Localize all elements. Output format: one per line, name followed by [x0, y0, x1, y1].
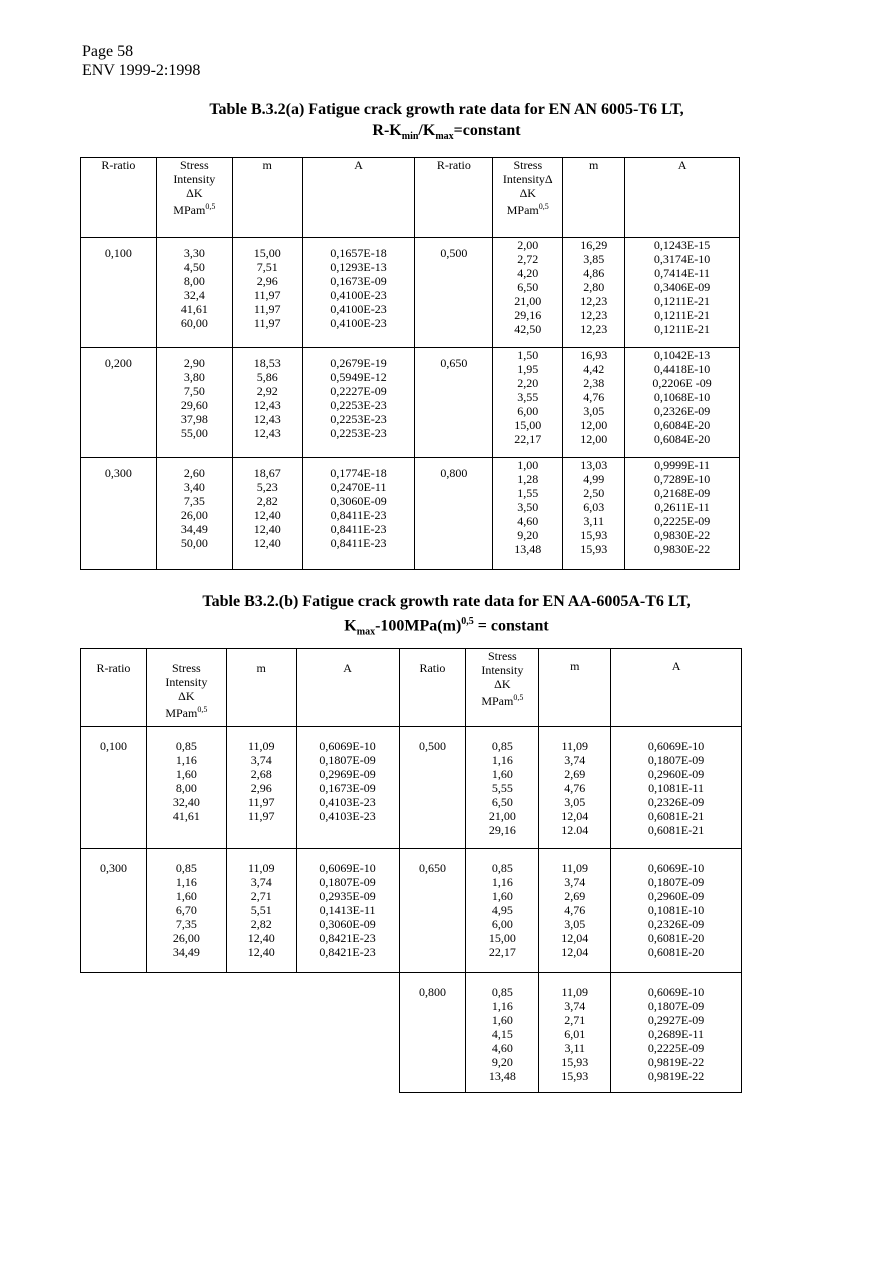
table-row [81, 348, 740, 458]
standard-id: ENV 1999-2:1998 [82, 62, 201, 79]
m-cell: 11,09 3,74 2,69 4,76 3,05 12,04 12,04 [539, 849, 611, 973]
a-cell: 0,6069E-10 0,1807E-09 0,2960E-09 0,1081E-10 0,2326E-09 0,6081E-20 0,6081E-20 [611, 849, 742, 973]
r-ratio-cell: 0,800 [415, 458, 493, 570]
r-ratio-cell: 0,200 [81, 348, 157, 458]
r-ratio-cell: 0,650 [415, 348, 493, 458]
m-cell: 18,53 5,86 2,92 12,43 12,43 12,43 [232, 348, 302, 458]
delta-k-cell: 2,00 2,72 4,20 6,50 21,00 29,16 42,50 [493, 238, 563, 348]
delta-k-cell: 2,60 3,40 7,35 26,00 34,49 50,00 [156, 458, 232, 570]
r-ratio-cell: 0,800 [399, 973, 466, 1093]
table-row [81, 849, 742, 973]
header-stress-intensity: Stress Intensity ΔK MPam$^{0,5}$ [146, 649, 226, 727]
m-cell: 15,00 7,51 2,96 11,97 11,97 11,97 [232, 238, 302, 348]
table-header-row [81, 158, 740, 238]
a-cell: 0,6069E-10 0,1807E-09 0,2927E-09 0,2689E-11 0,2225E-09 0,9819E-22 0,9819E-22 [611, 973, 742, 1093]
delta-k-cell: 0,85 1,16 1,60 4,95 6,00 15,00 22,17 [466, 849, 539, 973]
table-header-row [81, 649, 742, 727]
a-cell: 0,6069E-10 0,1807E-09 0,2960E-09 0,1081E-11 0,2326E-09 0,6081E-21 0,6081E-21 [611, 727, 742, 849]
table-b-title: Table B3.2.(b) Fatigue crack growth rate data for EN AA-6005A-T6 LT, [202, 593, 691, 610]
a-cell: 0,1243E-15 0,3174E-10 0,7414E-11 0,3406E-09 0,1211E-21 0,1211E-21 0,1211E-21 [625, 238, 740, 348]
table-row [81, 238, 740, 348]
delta-k-cell: 0,85 1,16 1,60 4,15 4,60 9,20 13,48 [466, 973, 539, 1093]
m-cell: 11,09 3,74 2,69 4,76 3,05 12,04 12.04 [539, 727, 611, 849]
delta-k-cell: 0,85 1,16 1,60 5,55 6,50 21,00 29,16 [466, 727, 539, 849]
r-ratio-cell: 0,300 [81, 458, 157, 570]
table-row [81, 458, 740, 570]
table-b-subtitle: $K_{max}-100MPa(m)^{0,5}$ = constant [344, 616, 549, 638]
empty-cell [226, 973, 296, 1093]
m-cell: 16,93 4,42 2,38 4,76 3,05 12,00 12,00 [563, 348, 625, 458]
r-ratio-cell: 0,500 [399, 727, 466, 849]
m-cell: 13,03 4,99 2,50 6,03 3,11 15,93 15,93 [563, 458, 625, 570]
a-cell: 0,1042E-13 0,4418E-10 0,2206E -09 0,1068E-10 0,2326E-09 0,6084E-20 0,6084E-20 [625, 348, 740, 458]
empty-cell [296, 973, 399, 1093]
header-m: m [539, 649, 611, 727]
m-cell: 11,09 3,74 2,71 5,51 2,82 12,40 12,40 [226, 849, 296, 973]
header-r-ratio: R-ratio [81, 158, 157, 238]
r-ratio-cell: 0,500 [415, 238, 493, 348]
header-r-ratio: R-ratio [81, 649, 147, 727]
table-a-title: Table B.3.2(a) Fatigue crack growth rate data for EN AN 6005-T6 LT, [209, 101, 684, 118]
a-cell: 0,9999E-11 0,7289E-10 0,2168E-09 0,2611E-11 0,2225E-09 0,9830E-22 0,9830E-22 [625, 458, 740, 570]
a-cell: 0,1657E-18 0,1293E-13 0,1673E-09 0,4100E-23 0,4100E-23 0,4100E-23 [302, 238, 415, 348]
m-cell: 11,09 3,74 2,71 6,01 3,11 15,93 15,93 [539, 973, 611, 1093]
r-ratio-cell: 0,100 [81, 727, 147, 849]
a-cell: 0,6069E-10 0,1807E-09 0,2969E-09 0,1673E-09 0,4103E-23 0,4103E-23 [296, 727, 399, 849]
r-ratio-cell: 0,100 [81, 238, 157, 348]
table-a [80, 157, 740, 570]
m-cell: 11,09 3,74 2,68 2,96 11,97 11,97 [226, 727, 296, 849]
table-row [81, 727, 742, 849]
table-a-subtitle: $R-K_{min}/K_{max}=constant$ [372, 122, 521, 143]
header-ratio: Ratio [399, 649, 466, 727]
table-row [81, 973, 742, 1093]
header-r-ratio: R-ratio [415, 158, 493, 238]
header-a: A [296, 649, 399, 727]
header-m: m [226, 649, 296, 727]
header-m: m [563, 158, 625, 238]
header-a: A [611, 649, 742, 727]
empty-cell [146, 973, 226, 1093]
delta-k-cell: 0,85 1,16 1,60 6,70 7,35 26,00 34,49 [146, 849, 226, 973]
header-a: A [302, 158, 415, 238]
r-ratio-cell: 0,300 [81, 849, 147, 973]
table-b [80, 648, 742, 1093]
a-cell: 0,6069E-10 0,1807E-09 0,2935E-09 0,1413E-11 0,3060E-09 0,8421E-23 0,8421E-23 [296, 849, 399, 973]
header-a: A [625, 158, 740, 238]
header-m: m [232, 158, 302, 238]
a-cell: 0,2679E-19 0,5949E-12 0,2227E-09 0,2253E-23 0,2253E-23 0,2253E-23 [302, 348, 415, 458]
header-stress-intensity: Stress Intensity ΔK MPam$^{0,5}$ [156, 158, 232, 238]
a-cell: 0,1774E-18 0,2470E-11 0,3060E-09 0,8411E-23 0,8411E-23 0,8411E-23 [302, 458, 415, 570]
page-number: Page 58 [82, 43, 134, 60]
header-stress-intensity: Stress IntensityΔ ΔK MPam$^{0,5}$ [493, 158, 563, 238]
empty-cell [81, 973, 147, 1093]
m-cell: 18,67 5,23 2,82 12,40 12,40 12,40 [232, 458, 302, 570]
delta-k-cell: 1,50 1,95 2,20 3,55 6,00 15,00 22,17 [493, 348, 563, 458]
delta-k-cell: 3,30 4,50 8,00 32,4 41,61 60,00 [156, 238, 232, 348]
header-stress-intensity: Stress Intensity ΔK MPam$^{0,5}$ [466, 649, 539, 727]
delta-k-cell: 0,85 1,16 1,60 8,00 32,40 41,61 [146, 727, 226, 849]
delta-k-cell: 2,90 3,80 7,50 29,60 37,98 55,00 [156, 348, 232, 458]
r-ratio-cell: 0,650 [399, 849, 466, 973]
m-cell: 16,29 3,85 4,86 2,80 12,23 12,23 12,23 [563, 238, 625, 348]
delta-k-cell: 1,00 1,28 1,55 3,50 4,60 9,20 13,48 [493, 458, 563, 570]
